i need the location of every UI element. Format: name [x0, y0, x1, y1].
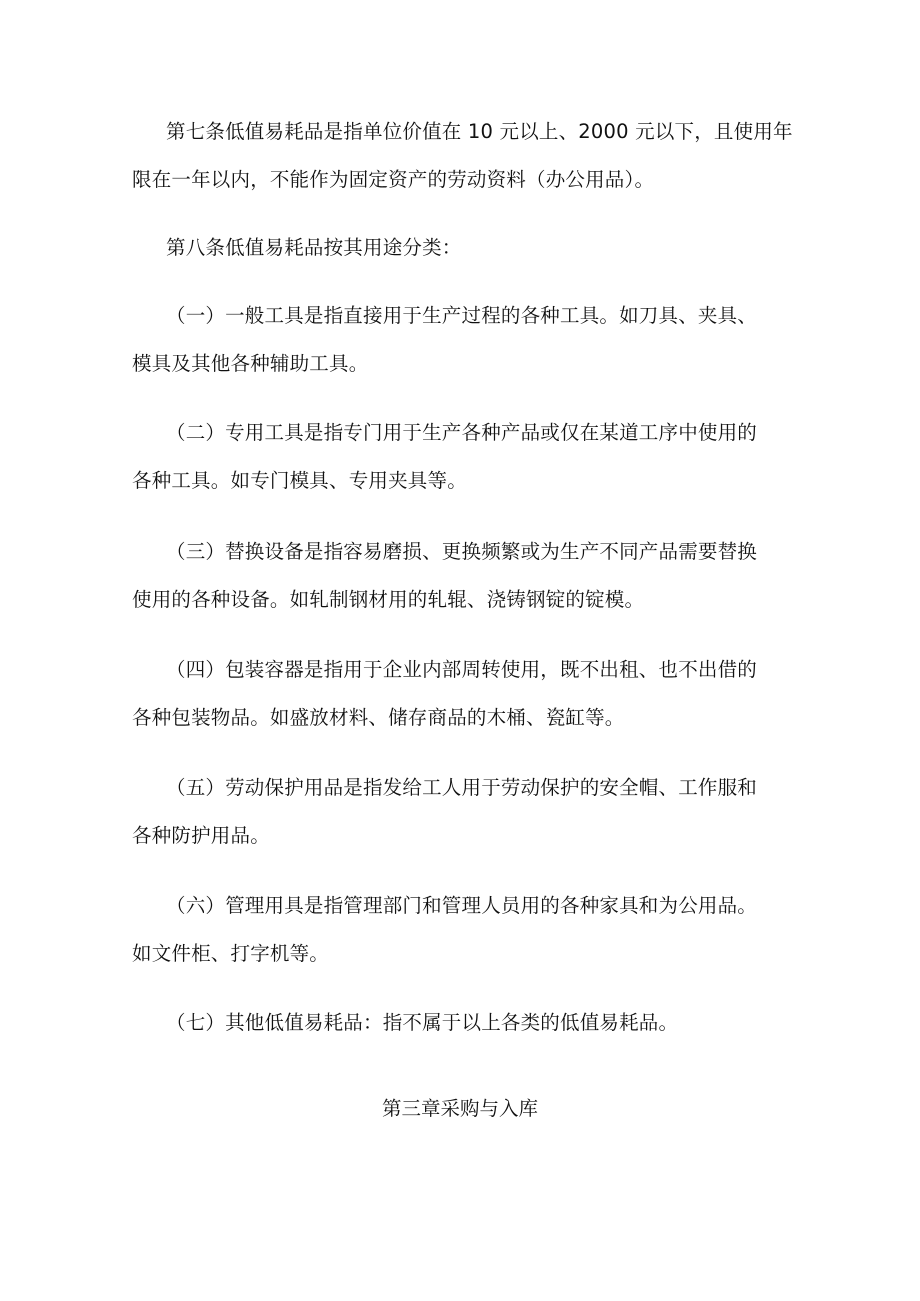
paragraph-line: （五）劳动保护用品是指发给工人用于劳动保护的安全帽、工作服和 — [166, 776, 758, 799]
paragraph-line: 各种包装物品。如盛放材料、储存商品的木桶、瓷缸等。 — [132, 706, 625, 729]
category-1-paragraph — [132, 292, 792, 388]
category-7-paragraph — [132, 999, 792, 1047]
category-6-paragraph — [132, 882, 792, 978]
article-7-paragraph — [132, 108, 792, 204]
paragraph-line: 各种工具。如专门模具、专用夹具等。 — [132, 469, 467, 492]
paragraph-line: 第七条低值易耗品是指单位价值在 10 元以上、2000 元以下，且使用年 — [166, 120, 793, 143]
paragraph-line: （四）包装容器是指用于企业内部周转使用，既不出租、也不出借的 — [166, 658, 758, 681]
category-2-paragraph — [132, 409, 792, 505]
paragraph-line: （二）专用工具是指专门用于生产各种产品或仅在某道工序中使用的 — [166, 421, 758, 444]
category-5-paragraph — [132, 764, 792, 860]
article-8-paragraph — [132, 224, 792, 272]
chapter-heading: 第三章采购与入库 — [381, 1097, 538, 1120]
paragraph-line: （七）其他低值易耗品：指不属于以上各类的低值易耗品。 — [166, 1011, 679, 1034]
paragraph-line: （一）一般工具是指直接用于生产过程的各种工具。如刀具、夹具、 — [166, 304, 758, 327]
paragraph-line: 使用的各种设备。如轧制钢材用的轧辊、浇铸钢锭的锭模。 — [132, 588, 645, 611]
category-4-paragraph — [132, 646, 792, 742]
paragraph-line: 模具及其他各种辅助工具。 — [132, 352, 369, 375]
paragraph-line: （六）管理用具是指管理部门和管理人员用的各种家具和为公用品。 — [166, 894, 758, 917]
paragraph-line: 限在一年以内，不能作为固定资产的劳动资料（办公用品）。 — [132, 168, 655, 191]
paragraph-line: 如文件柜、打字机等。 — [132, 942, 330, 965]
paragraph-line: 各种防护用品。 — [132, 824, 270, 847]
category-3-paragraph — [132, 528, 792, 624]
paragraph-line: 第八条低值易耗品按其用途分类： — [166, 236, 462, 259]
paragraph-line: （三）替换设备是指容易磨损、更换频繁或为生产不同产品需要替换 — [166, 540, 758, 563]
